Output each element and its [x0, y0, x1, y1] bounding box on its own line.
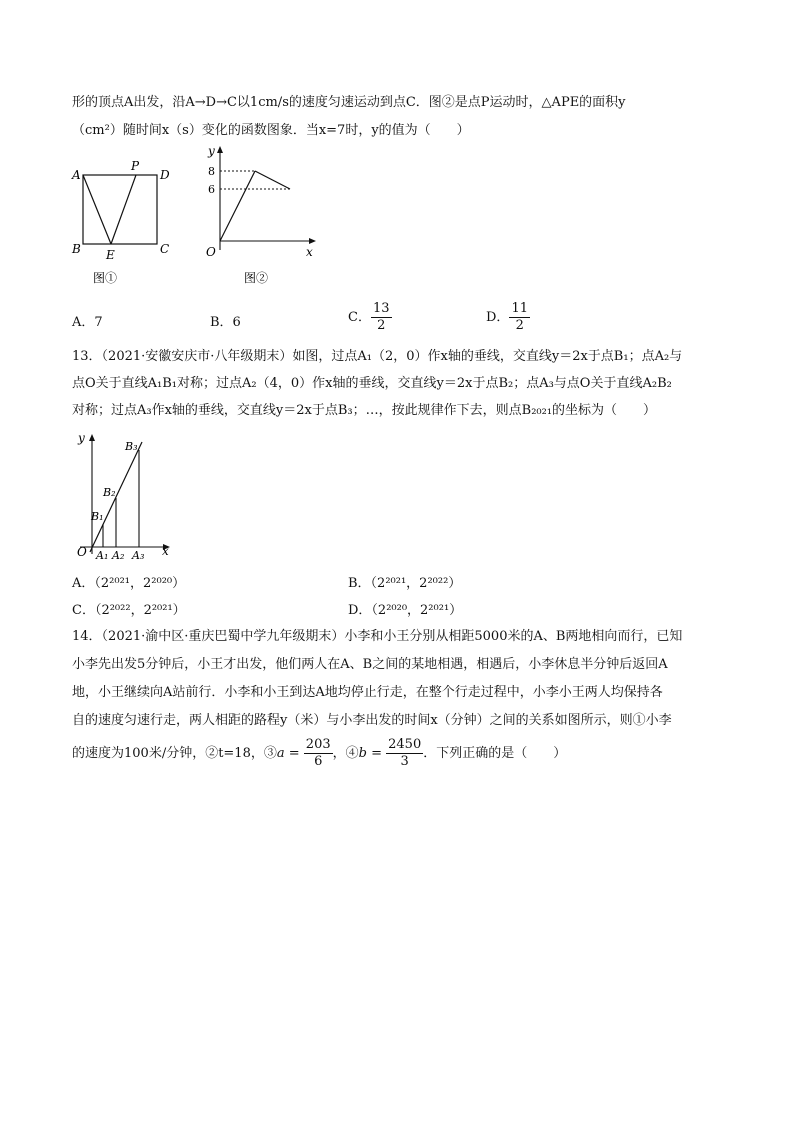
label-B2: B₂	[103, 486, 116, 499]
q12-option-c-fraction: $\frac{13}{2}$	[372, 301, 390, 333]
q12-text-line-1: 形的顶点A出发，沿A→D→C以1cm/s的速度匀速运动到点C．图②是点P运动时，△APE的面积y	[72, 95, 626, 110]
q13-text-line-2: 点O关于直线A₁B₁对称；过点A₂（4，0）作x轴的垂线，交直线y＝2x于点B₂；点A₃与点O关于直线A₂B₂	[72, 376, 672, 391]
figure-1-caption: 图①	[93, 271, 118, 285]
q12-option-a[interactable]: A．7	[72, 315, 103, 330]
q14-text-line-1: 14．（2021·渝中区·重庆巴蜀中学九年级期末）小李和小王分别从相距5000米的A、B两地相向而行，已知	[72, 629, 683, 644]
label-C: C	[160, 242, 170, 256]
var-b: b	[358, 746, 367, 761]
q14-text-line-4: 自的速度匀速行走，两人相距的路程y（米）与小李出发的时间x（分钟）之间的关系如图所示，则①小李	[72, 713, 672, 728]
q14-a-fraction: $\frac{203}{6}$	[305, 737, 331, 769]
label-B1: B₁	[91, 510, 104, 523]
label-D: D	[160, 168, 170, 182]
var-a: a	[276, 746, 285, 761]
axis-y-label: y	[208, 144, 215, 158]
origin-label: O	[77, 545, 87, 559]
q13-text-line-1: 13．（2021·安徽安庆市·八年级期末）如图，过点A₁（2，0）作x轴的垂线，交直线y＝2x于点B₁；点A₂与	[72, 349, 683, 364]
q13-figure	[72, 428, 182, 562]
q14-separator: ，④	[332, 746, 359, 761]
q14-line5-end: ．下列正确的是（ ）	[423, 746, 567, 761]
q13-option-d[interactable]: D．（2²⁰²⁰，2²⁰²¹）	[348, 603, 463, 618]
q14-b-fraction: $\frac{2450}{3}$	[388, 737, 422, 769]
q12-figure-2	[196, 142, 326, 288]
q14-text-line-2: 小李先出发5分钟后，小王才出发，他们两人在A、B之间的某地相遇，相遇后，小李休息半分钟后返回A	[72, 657, 668, 672]
label-A2: A₂	[112, 549, 125, 562]
q14-text-line-3: 地，小王继续向A站前行．小李和小王到达A地均停止行走，在整个行走过程中，小李小王两人均保持各	[72, 685, 663, 700]
q12-option-c[interactable]	[348, 301, 392, 334]
label-A: A	[72, 168, 81, 182]
q12-option-d-label: D．	[486, 310, 510, 325]
figure-2-caption: 图②	[244, 271, 269, 285]
q12-option-d[interactable]	[486, 301, 530, 334]
label-B: B	[72, 242, 81, 256]
q13-text-line-3: 对称；过点A₃作x轴的垂线，交直线y＝2x于点B₃；…，按此规律作下去，则点B₂₀₂₁的坐标为（ ）	[72, 403, 657, 418]
label-A3: A₃	[132, 549, 145, 562]
label-E: E	[106, 248, 115, 262]
q12-figure-1	[66, 158, 186, 288]
q12-option-d-fraction: $\frac{11}{2}$	[511, 301, 528, 333]
q12-text-line-2: （cm²）随时间x（s）变化的函数图象．当x=7时，y的值为（ ）	[72, 123, 470, 138]
q14-text-line-5: 的速度为100米/分钟，②t=18，③a = $\frac{203}{6}$ ，④b = $\frac{2450}{3}$ ．下列正确的是（ ）	[72, 737, 567, 769]
axis-x-label: x	[162, 544, 169, 558]
origin-label: O	[206, 245, 216, 259]
q13-option-b[interactable]: B．（2²⁰²¹，2²⁰²²）	[348, 576, 462, 591]
label-P: P	[131, 159, 140, 173]
q12-option-c-label: C．	[348, 310, 371, 325]
q13-option-c[interactable]: C．（2²⁰²²，2²⁰²¹）	[72, 603, 186, 618]
label-A1: A₁	[96, 549, 109, 562]
axis-y-label: y	[78, 431, 85, 445]
tick-6: 6	[208, 183, 215, 196]
q14-line5-start: 的速度为100米/分钟，②t=18，③	[72, 746, 277, 761]
tick-8: 8	[208, 165, 215, 178]
axis-x-label: x	[306, 245, 313, 259]
q12-option-b[interactable]: B．6	[210, 315, 241, 330]
q13-option-a[interactable]: A．（2²⁰²¹，2²⁰²⁰）	[72, 576, 186, 591]
label-B3: B₃	[125, 440, 138, 453]
